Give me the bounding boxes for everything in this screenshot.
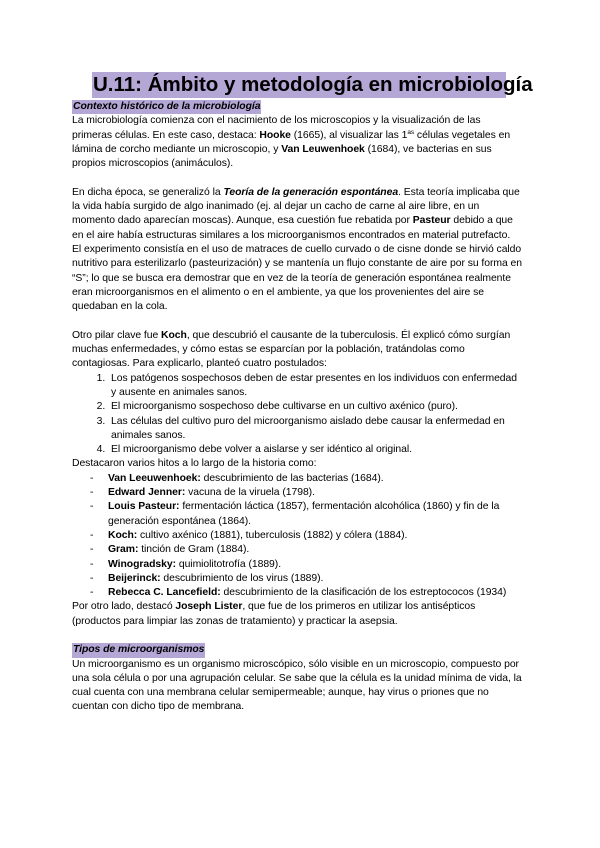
list-item: - Koch: cultivo axénico (1881), tuberculosis (1882) y cólera (1884). [108,529,522,543]
hitos-intro: Destacaron varios hitos a lo largo de la historia como: [72,458,317,470]
section-heading-tipos: Tipos de microorganismos [72,643,205,657]
postulados-list [72,372,522,458]
list-item: 3. Las células del cultivo puro del microorganismo aislado debe causar la enfermedad en animales sanos. [108,415,522,444]
spacer [72,629,522,643]
list-item: - Rebecca C. Lancefield: descubrimiento de la clasificación de los estreptococos (1934) [108,586,522,600]
document-body [72,100,522,715]
paragraph-microorganismo: Un microorganismo es un organismo microscópico, sólo visible en un microscopio, compuesto por una sola célula o por una agrupación celular. Se sabe que la célula es la unidad mínima de vida, la cual cuenta con una membrana celular semipermeable; aunque, hay virus o priones que no cuentan con dicho tipo de membrana. [72,658,522,713]
list-item: - Winogradsky: quimiolitotrofía (1889). [108,558,522,572]
list-item: 4. El microorganismo debe volver a aislarse y ser idéntico al original. [108,443,522,457]
page-title: U.11: Ámbito y metodología en microbiología [93,73,533,96]
hitos-list [72,472,522,601]
list-item: 2. El microorganismo sospechoso debe cultivarse en un cultivo axénico (puro). [108,400,522,414]
paragraph-generacion-espontanea: En dicha época, se generalizó la Teoría de la generación espontánea. Esta teoría implicaba que la vida había surgido de algo inanimado (ej. al dejar un cacho de carne al aire libre, en un momento dado aparecían moscas). Aunque, esa cuestión fue rebatida por Pasteur debido a que en el aire había estructuras similares a los microorganismos encontrados en material putrefacto. El experimento consistía en el uso de matraces de cuello curvado o de cisne donde se hirvió caldo nutritivo para esterilizarlo (pasteurización) y se mantenía un flujo constante de aire por su forma en “S”; lo que se busca era demostrar que en vez de la teoría de generación espontánea realmente eran microorganismos en el alimento o en el ambiente, ya que los provenientes del aire se quedaban en la cola. [72,186,523,313]
list-item: 1. Los patógenos sospechosos deben de estar presentes en los individuos con enfermedad y ausente en animales sanos. [108,372,522,401]
list-item: - Gram: tinción de Gram (1884). [108,543,522,557]
spacer [72,314,522,328]
spacer [72,171,522,185]
paragraph-koch: Otro pilar clave fue Koch, que descubrió el causante de la tuberculosis. Él explicó cómo surgían muchas enfermedades, y cómo estas se esparcían por la población, tratándolas como contagiosas. Para explicarlo, planteó cuatro postulados: [72,329,511,370]
list-item: - Van Leeuwenhoek: descubrimiento de las bacterias (1684). [108,472,522,486]
paragraph-lister: Por otro lado, destacó Joseph Lister, que fue de los primeros en utilizar los antisépticos (productos para limpiar las zonas de tratamiento) y practicar la asepsia. [72,601,476,627]
section-heading-historico: Contexto histórico de la microbiología [72,100,261,114]
list-item: - Edward Jenner: vacuna de la viruela (1798). [108,486,522,500]
title-highlight [92,72,533,98]
list-item: - Beijerinck: descubrimiento de los virus (1889). [108,572,522,586]
paragraph-intro: La microbiología comienza con el nacimiento de los microscopios y la visualización de las primeras células. En este caso, destaca: Hooke (1665), al visualizar las $1^{as}$ células vegetales en lámina de corcho mediante un microscopio, y Van Leuwenhoek (1684), ve bacterias en sus propios microscopios (animáculos). [72,115,511,170]
list-item: - Louis Pasteur: fermentación láctica (1857), fermentación alcohólica (1860) y fin de la generación espontánea (1864). [108,500,522,529]
